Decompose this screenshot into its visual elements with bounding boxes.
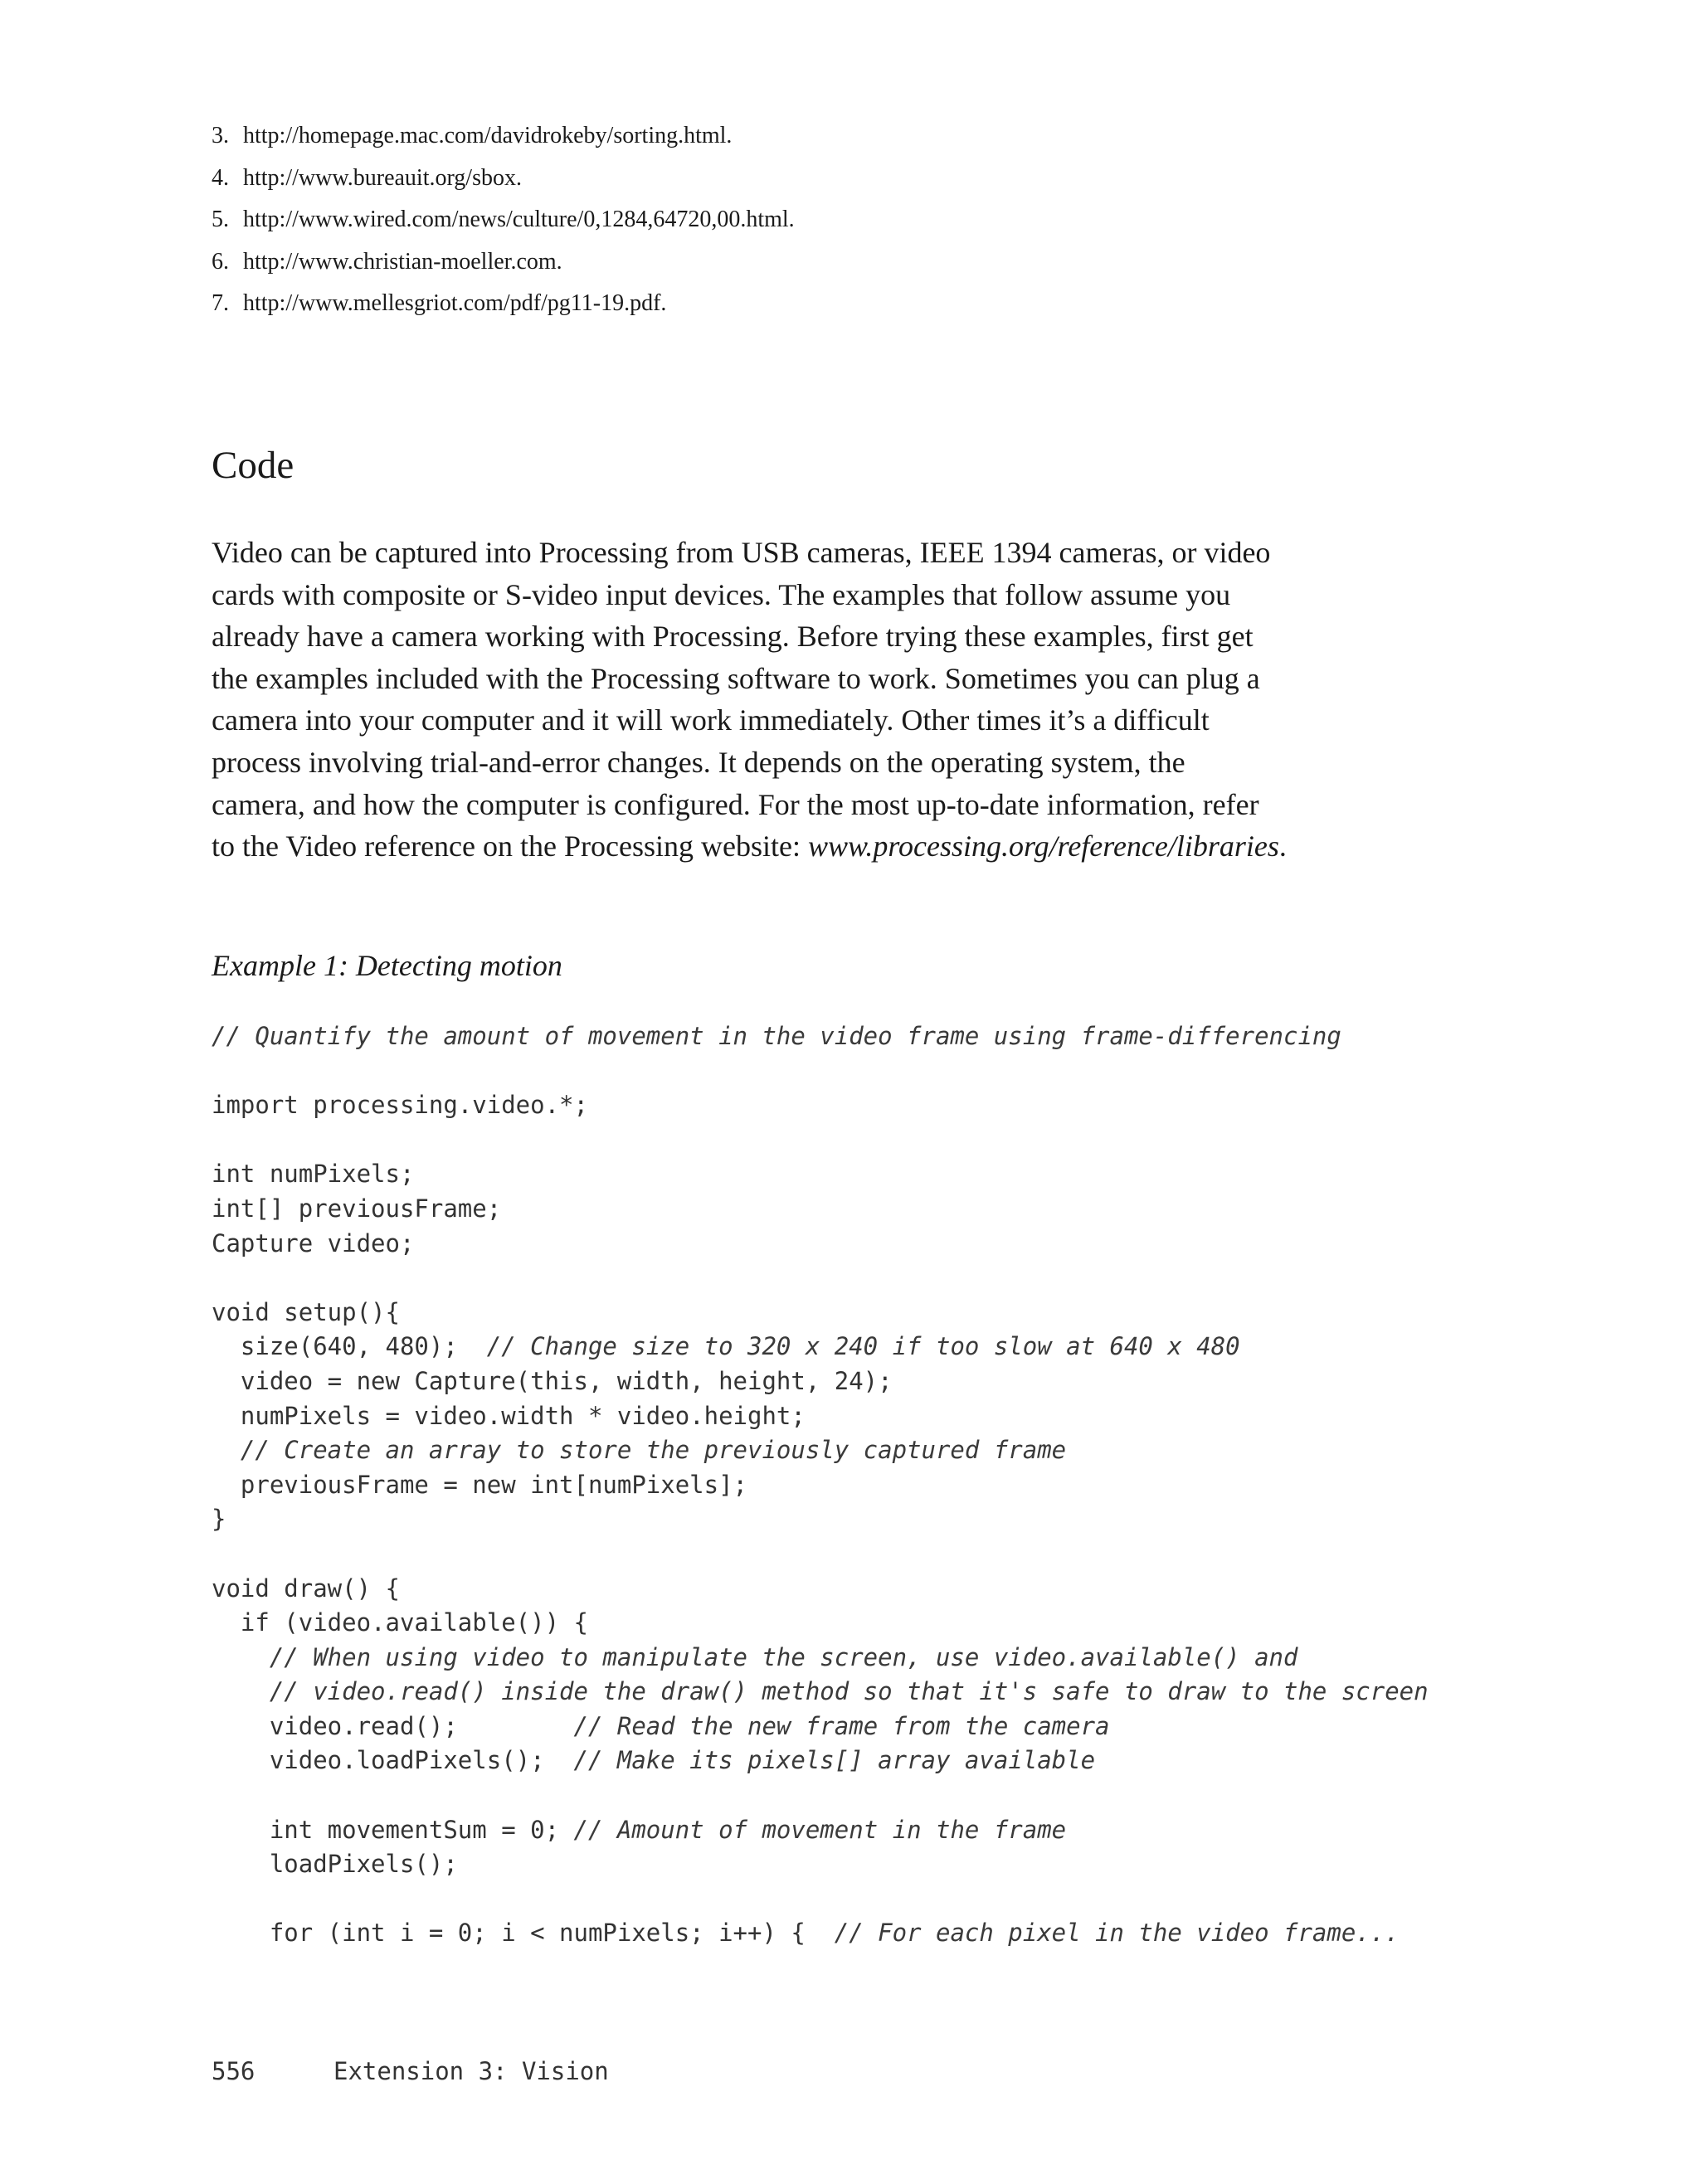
page-number: 556	[212, 2057, 256, 2085]
code-line	[212, 1813, 1539, 1848]
section-body	[212, 532, 1431, 868]
endnote-item	[212, 246, 1456, 289]
endnote-url: http://www.bureauit.org/sbox.	[243, 164, 522, 191]
endnote-item	[212, 204, 1456, 246]
code-text: if (video.available()) {	[212, 1608, 588, 1637]
code-line	[212, 1675, 1539, 1710]
code-comment: // For each pixel in the video frame...	[834, 1919, 1400, 1948]
body-line: the examples included with the Processing software to work. Sometimes you can plug a	[212, 661, 1260, 695]
endnote-url: http://www.wired.com/news/culture/0,1284,64720,00.html.	[243, 207, 795, 232]
code-comment: // When using video to manipulate the screen, use video.available() and	[269, 1642, 1298, 1671]
example-caption: Example 1: Detecting motion	[212, 949, 562, 982]
code-text: loadPixels();	[212, 1850, 458, 1879]
code-line	[212, 1916, 1539, 1951]
code-line	[212, 1778, 1539, 1813]
code-comment: // Quantify the amount of movement in the video frame using frame-differencing	[212, 1022, 1341, 1050]
code-text: void draw() {	[212, 1574, 400, 1603]
code-text	[212, 1643, 270, 1671]
code-text: size(640, 480);	[212, 1332, 487, 1361]
code-comment: // Make its pixels[] array available	[573, 1746, 1096, 1775]
page-footer	[212, 2055, 609, 2087]
code-listing	[212, 1019, 1539, 1951]
endnote-url: http://homepage.mac.com/davidrokeby/sorting.html.	[243, 123, 733, 148]
code-line	[212, 1123, 1539, 1158]
code-text: Capture video;	[212, 1228, 415, 1257]
body-text-fragment: .	[1278, 829, 1287, 863]
code-text: for (int i = 0; i < numPixels; i++) {	[212, 1919, 835, 1948]
code-text: int[] previousFrame;	[212, 1194, 502, 1223]
reference-link[interactable]: www.processing.org/reference/libraries	[807, 829, 1279, 863]
code-line	[212, 1502, 1539, 1537]
code-line	[212, 1399, 1539, 1434]
code-text: previousFrame = new int[numPixels];	[212, 1470, 748, 1499]
endnote-number: 7.	[212, 290, 229, 316]
endnote-item	[212, 163, 1456, 205]
body-line	[212, 825, 1431, 868]
code-line	[212, 1641, 1539, 1676]
body-line: Video can be captured into Processing from USB cameras, IEEE 1394 cameras, or video	[212, 536, 1271, 569]
code-line	[212, 1847, 1539, 1882]
endnotes-list	[212, 120, 1456, 330]
code-line	[212, 1744, 1539, 1778]
body-line: camera into your computer and it will work immediately. Other times it’s a difficult	[212, 703, 1210, 737]
code-text: video = new Capture(this, width, height, 24);	[212, 1366, 893, 1395]
code-line	[212, 1019, 1539, 1054]
code-text	[212, 1436, 241, 1464]
code-text: int movementSum = 0;	[212, 1815, 574, 1844]
body-text-fragment: to the Video reference on the Processing website:	[212, 829, 808, 863]
code-line	[212, 1433, 1539, 1468]
body-line: process involving trial-and-error changes. It depends on the operating system, the	[212, 745, 1185, 779]
endnote-url: http://www.christian-moeller.com.	[243, 248, 562, 275]
code-comment: // Read the new frame from the camera	[573, 1711, 1110, 1740]
code-text: int numPixels;	[212, 1160, 415, 1189]
body-line: already have a camera working with Processing. Before trying these examples, first get	[212, 620, 1254, 654]
code-line	[212, 1054, 1539, 1089]
code-line	[212, 1330, 1539, 1364]
code-line	[212, 1882, 1539, 1917]
code-line	[212, 1157, 1539, 1192]
code-text: video.loadPixels();	[212, 1746, 574, 1775]
code-text	[212, 1677, 270, 1705]
endnote-item	[212, 288, 1456, 330]
endnote-url: http://www.mellesgriot.com/pdf/pg11-19.pdf.	[243, 290, 667, 316]
endnote-item	[212, 120, 1456, 163]
code-text: void setup(){	[212, 1297, 400, 1326]
code-text: video.read();	[212, 1711, 574, 1740]
endnote-number: 3.	[212, 123, 229, 148]
body-line: camera, and how the computer is configured. For the most up-to-date information, refer	[212, 787, 1259, 821]
code-line	[212, 1088, 1539, 1123]
code-comment: // video.read() inside the draw() method so that it's safe to draw to the screen	[269, 1677, 1429, 1706]
code-line	[212, 1227, 1539, 1262]
code-line	[212, 1192, 1539, 1227]
code-line	[212, 1710, 1539, 1744]
code-line	[212, 1606, 1539, 1641]
body-paragraph	[212, 532, 1431, 868]
code-line	[212, 1364, 1539, 1399]
code-text: import processing.video.*;	[212, 1091, 588, 1120]
endnote-number: 5.	[212, 207, 229, 232]
section-title: Code	[212, 444, 295, 487]
code-line	[212, 1537, 1539, 1572]
code-comment: // Change size to 320 x 240 if too slow at 640 x 480	[486, 1332, 1240, 1361]
endnote-number: 6.	[212, 248, 229, 275]
code-line	[212, 1572, 1539, 1607]
code-comment: // Create an array to store the previously captured frame	[240, 1436, 1067, 1465]
code-text: numPixels = video.width * video.height;	[212, 1401, 806, 1430]
code-line	[212, 1296, 1539, 1330]
body-line: cards with composite or S-video input devices. The examples that follow assume you	[212, 577, 1231, 611]
chapter-title: Extension 3: Vision	[333, 2057, 609, 2085]
code-comment: // Amount of movement in the frame	[573, 1815, 1067, 1844]
endnote-number: 4.	[212, 164, 229, 191]
code-line	[212, 1261, 1539, 1296]
code-text: }	[212, 1505, 226, 1534]
code-line	[212, 1468, 1539, 1503]
